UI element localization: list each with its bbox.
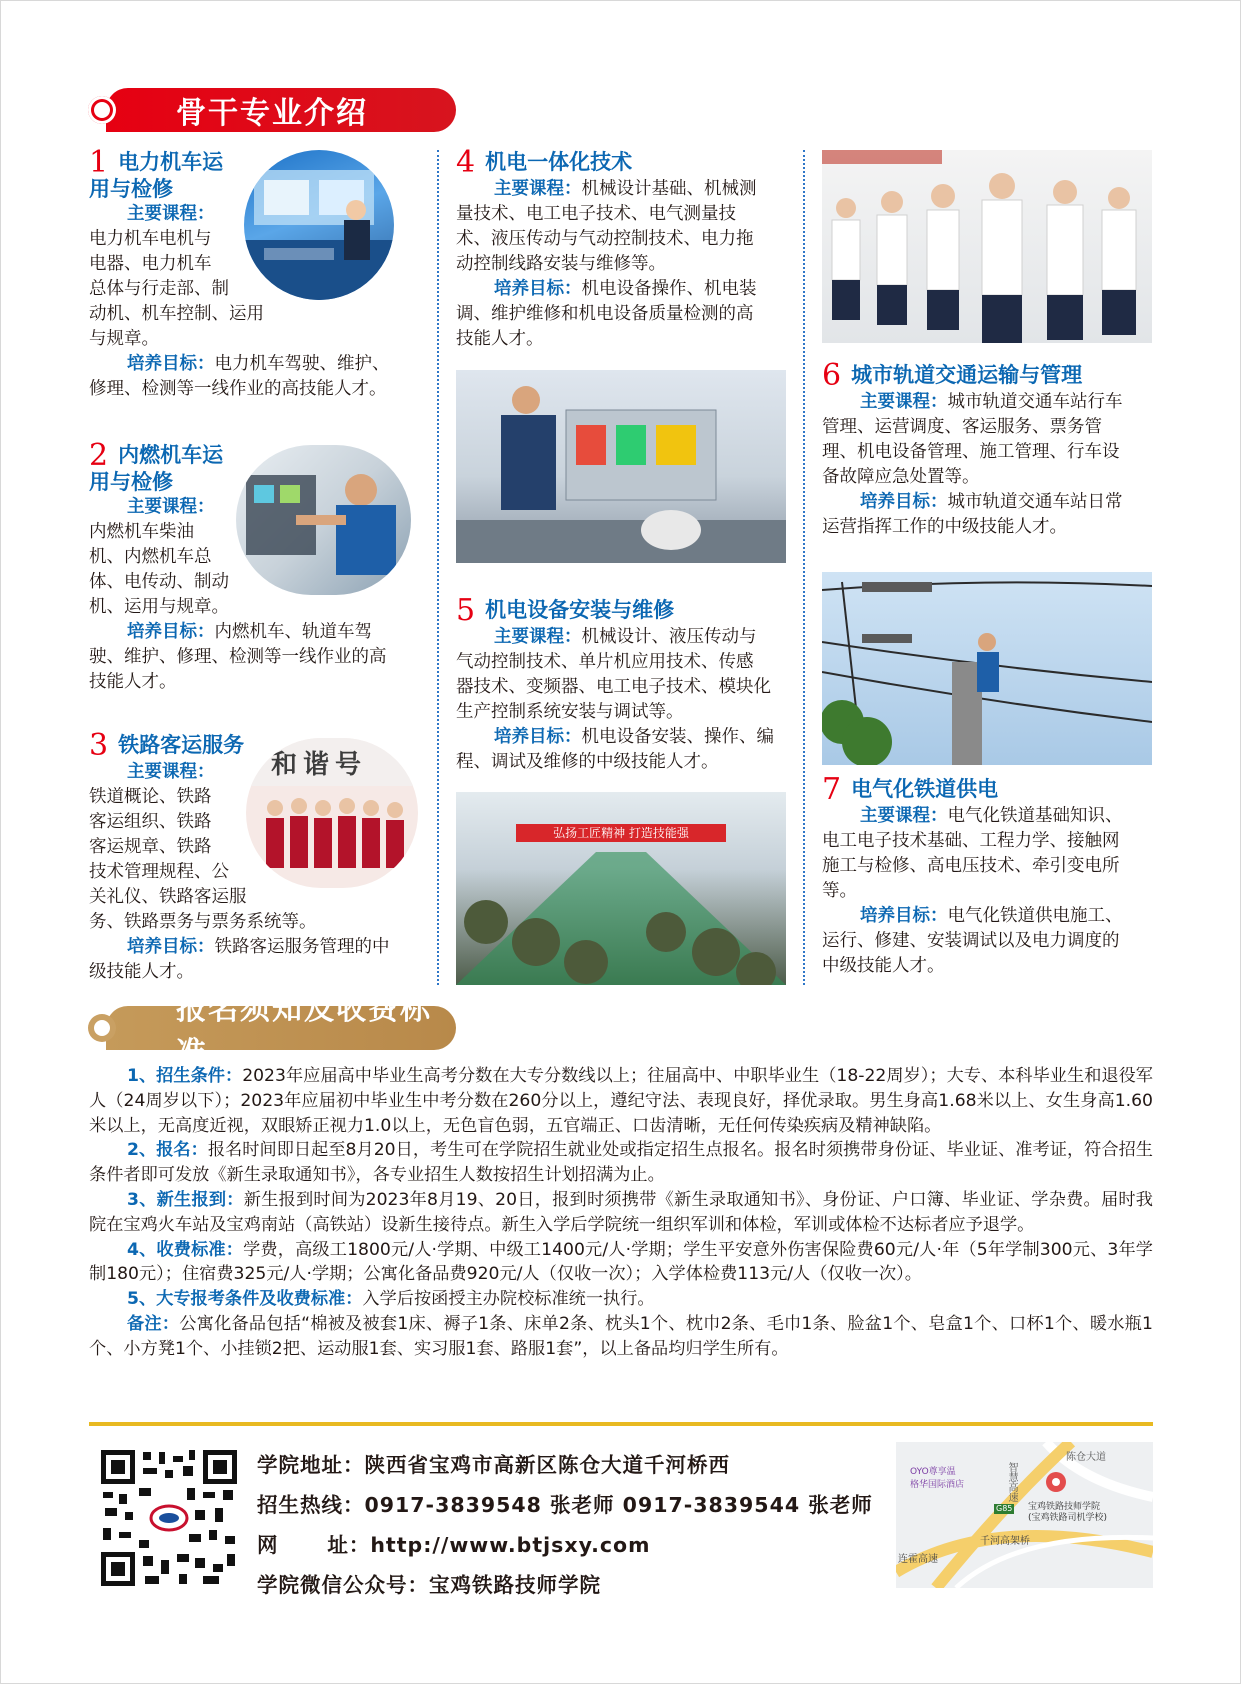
notice-text: 新生报到时间为2023年8月19、20日，报到时须携带《新生录取通知书》、身份证、户口簿、毕业证、学杂费。届时我院在宝鸡火车站及宝鸡南站（高铁站）设新生接待点。新生入学后学院统一组织军训和体检，军训或体检不达标者应予退学。 — [89, 1189, 1153, 1235]
notice-text: 公寓化备品包括“棉被及被套1床、褥子1条、床单2条、枕头1个、枕巾2条、毛巾1条、脸盆1个、皂盒1个、口杯1个、暖水瓶1个、小方凳1个、小挂锁2把、运动服1套、实习服1套、路服1套”，以上备品均归学生所有。 — [89, 1313, 1153, 1359]
photo-mechatronics-lab — [456, 370, 786, 563]
column-divider — [437, 150, 439, 985]
notice-text: 学费，高级工1800元/人·学期、中级工1400元/人·学期；学生平安意外伤害保险费60元/人·年（5年学制300元、3年学制180元）；住宿费325元/人·学期；公寓化备品费920元/人（仅收一次）；入学体检费113元/人（仅收一次）。 — [89, 1239, 1153, 1285]
map-poi-label: OYO尊享温 — [910, 1467, 956, 1477]
photo-urban-rail-class — [822, 150, 1152, 343]
banner-dot-icon — [88, 96, 116, 124]
banner-dot-icon — [88, 1014, 116, 1042]
course-text: 理、机电设备管理、施工管理、行车设 — [822, 442, 1120, 462]
map-highway-code: G85 — [996, 1504, 1013, 1513]
goal-text: 城市轨道交通车站日常 — [947, 492, 1123, 512]
map-road-label: 连霍高速 — [898, 1554, 938, 1565]
photo-locomotive-cab — [244, 150, 394, 300]
goal-text: 级技能人才。 — [89, 962, 194, 982]
qr-code-graphic — [99, 1448, 239, 1588]
photo-train-attendants — [246, 738, 418, 888]
map-poi-label: 格华国际酒店 — [910, 1480, 965, 1490]
notice-label: 备注： — [127, 1313, 180, 1334]
notice-paragraph — [89, 1064, 1153, 1138]
major-title: 铁路客运服务 — [118, 733, 245, 757]
course-text: 气动控制技术、单片机应用技术、传感 — [456, 652, 754, 672]
notice-paragraph — [89, 1138, 1153, 1188]
map-poi-hotel — [910, 1464, 964, 1490]
course-label: 主要课程： — [494, 179, 582, 199]
course-text: 技术管理规程、公 — [89, 862, 229, 882]
website-label: 网 址： — [257, 1533, 371, 1557]
course-text: 量技术、电工电子技术、电气测量技 — [456, 204, 736, 224]
goal-text: 内燃机车、轨道车驾 — [214, 622, 372, 642]
major-number: 7 — [822, 772, 842, 807]
goal-text: 铁路客运服务管理的中 — [214, 937, 390, 957]
photo-overhead-catenary — [822, 572, 1152, 765]
map-road-label: 千河高架桥 — [980, 1536, 1030, 1547]
course-text: 动机、机车控制、运用 — [89, 304, 264, 324]
photo-sign-text: 和谐号 — [271, 750, 368, 780]
contact-hotline: 招生热线：0917-3839548 张老师 0917-3839544 张老师 — [257, 1493, 873, 1517]
course-text: 总体与行走部、制 — [89, 279, 229, 299]
goal-text: 中级技能人才。 — [822, 956, 945, 976]
goal-text: 调、维护维修和机电设备质量检测的高 — [456, 304, 754, 324]
class-illustration — [822, 150, 1152, 343]
course-text: 客运组织、铁路 — [89, 812, 212, 832]
major-number: 6 — [822, 358, 842, 393]
major-title: 内燃机车运 — [118, 443, 224, 467]
major-number: 5 — [456, 593, 476, 628]
goal-label: 培养目标： — [127, 354, 215, 374]
workshop-illustration — [456, 792, 786, 985]
contact-address: 学院地址：陕西省宝鸡市高新区陈仓大道千河桥西 — [257, 1453, 730, 1477]
footer-divider — [89, 1422, 1153, 1426]
notice-text: 2023年应届高中毕业生高考分数在大专分数线以上；往届高中、中职毕业生（18-22周岁）；大专、本科毕业生和退役军人（24周岁以下）；2023年应届初中毕业生中考分数在260分以上，遵纪守法、表现良好，择优录取。男生身高1.68米以上、女生身高1.60米以上，无高度近视，双眼矫正视力1.0以上，无色盲色弱，五官端正、口齿清晰，无任何传染疾病及精神缺陷。 — [89, 1066, 1153, 1136]
course-text: 务、铁路票务与票务系统等。 — [89, 912, 317, 932]
photo-workshop-training — [456, 792, 786, 985]
qr-code-icon[interactable] — [99, 1448, 239, 1588]
notice-text: 入学后按函授主办院校标准统一执行。 — [362, 1289, 655, 1310]
contact-website — [257, 1528, 650, 1558]
photo-diesel-locomotive — [236, 445, 411, 595]
goal-text: 技能人才。 — [89, 672, 177, 692]
goal-text: 机电设备安装、操作、编 — [581, 727, 774, 747]
course-text: 电器、电力机车 — [89, 254, 212, 274]
notice-label: 3、新生报到： — [127, 1189, 244, 1210]
goal-label: 培养目标： — [127, 622, 215, 642]
major-title: 电气化铁道供电 — [851, 777, 999, 801]
goal-text: 机电设备操作、机电装 — [581, 279, 757, 299]
course-label: 主要课程： — [494, 627, 582, 647]
notice-label: 1、招生条件： — [127, 1066, 243, 1086]
notice-paragraph — [89, 1188, 1153, 1238]
goal-text: 程、调试及维修的中级技能人才。 — [456, 752, 719, 772]
major-number: 2 — [89, 438, 109, 473]
notice-label: 2、报名： — [127, 1140, 208, 1161]
section-banner-enrollment — [88, 992, 458, 1071]
course-text: 电气化铁道基础知识、 — [947, 806, 1123, 826]
lab-illustration — [456, 370, 786, 563]
course-text: 城市轨道交通车站行车 — [947, 392, 1123, 412]
course-text: 机械设计、液压传动与 — [581, 627, 757, 647]
notice-label: 4、收费标准： — [127, 1239, 244, 1260]
course-text: 电工电子技术基础、工程力学、接触网 — [822, 831, 1120, 851]
catenary-illustration — [822, 572, 1152, 765]
course-label: 主要课程： — [860, 806, 948, 826]
course-text: 生产控制系统安装与调试等。 — [456, 702, 684, 722]
website-link[interactable]: http://www.btjsxy.com — [370, 1533, 651, 1557]
major-title: 城市轨道交通运输与管理 — [851, 363, 1083, 387]
major-title: 机电一体化技术 — [485, 150, 633, 174]
major-4 — [456, 145, 788, 352]
section-title-enrollment: 报名须知及收费标准 — [106, 1006, 456, 1050]
major-number: 3 — [89, 728, 109, 763]
column-divider — [803, 150, 805, 985]
notice-paragraph — [89, 1312, 1153, 1362]
goal-text: 技能人才。 — [456, 329, 544, 349]
notice-paragraph — [89, 1287, 1153, 1312]
map-road-label: 陈仓大道 — [1066, 1452, 1106, 1463]
course-text: 体、电传动、制动 — [89, 572, 229, 592]
course-text: 术、液压传动与气动控制技术、电力拖 — [456, 229, 754, 249]
map-poi-label: 宝鸡铁路技师学院 — [1028, 1502, 1101, 1512]
location-map[interactable] — [896, 1442, 1153, 1588]
section-title-majors: 骨干专业介绍 — [106, 88, 456, 132]
course-label: 主要课程： — [127, 204, 215, 224]
goal-text: 电力机车驾驶、维护、 — [214, 354, 390, 374]
notice-paragraph — [89, 1238, 1153, 1288]
goal-label: 培养目标： — [494, 279, 582, 299]
goal-label: 培养目标： — [494, 727, 582, 747]
course-text: 内燃机车柴油 — [89, 522, 194, 542]
major-7 — [822, 772, 1154, 979]
course-text: 客运规章、铁路 — [89, 837, 212, 857]
notice-label: 5、大专报考条件及收费标准： — [127, 1289, 363, 1310]
enrollment-notice — [89, 1064, 1153, 1362]
locomotive-cab-illustration — [244, 150, 394, 300]
goal-text: 电气化铁道供电施工、 — [947, 906, 1123, 926]
notice-text: 报名时间即日起至8月20日，考生可在学院招生就业处或指定招生点报名。报名时须携带身份证、毕业证、准考证，符合招生条件者即可发放《新生录取通知书》，各专业招生人数按招生计划招满为止。 — [89, 1140, 1153, 1186]
course-text: 与规章。 — [89, 329, 159, 349]
goal-text: 修理、检测等一线作业的高技能人才。 — [89, 379, 387, 399]
goal-text: 运营指挥工作的中级技能人才。 — [822, 517, 1067, 537]
course-text: 施工与检修、高电压技术、牵引变电所 — [822, 856, 1120, 876]
map-poi-school — [1028, 1502, 1107, 1524]
course-label: 主要课程： — [127, 497, 215, 517]
course-label: 主要课程： — [860, 392, 948, 412]
major-5 — [456, 593, 788, 775]
course-text: 备故障应急处置等。 — [822, 467, 980, 487]
major-number: 1 — [89, 145, 109, 180]
course-text: 动控制线路安装与维修等。 — [456, 254, 666, 274]
diesel-cab-illustration — [236, 445, 411, 595]
course-text: 管理、运营调度、客运服务、票务管 — [822, 417, 1102, 437]
course-text: 电力机车电机与 — [89, 229, 212, 249]
major-title: 用与检修 — [89, 177, 173, 201]
major-title: 机电设备安装与维修 — [485, 598, 675, 622]
section-banner-majors — [88, 88, 458, 132]
goal-text: 运行、修建、安装调试以及电力调度的 — [822, 931, 1120, 951]
major-number: 4 — [456, 145, 476, 180]
map-road-label: 智慧高速 — [1006, 1462, 1017, 1502]
course-text: 机械设计基础、机械测 — [581, 179, 757, 199]
course-text: 等。 — [822, 881, 857, 901]
major-title: 电力机车运 — [118, 150, 224, 174]
goal-text: 驶、维护、修理、检测等一线作业的高 — [89, 647, 387, 667]
goal-label: 培养目标： — [860, 906, 948, 926]
course-text: 器技术、变频器、电工电子技术、模块化 — [456, 677, 771, 697]
course-text: 机、内燃机车总 — [89, 547, 212, 567]
course-text: 关礼仪、铁路客运服 — [89, 887, 247, 907]
contact-wechat: 学院微信公众号：宝鸡铁路技师学院 — [257, 1573, 601, 1597]
goal-label: 培养目标： — [127, 937, 215, 957]
major-6 — [822, 358, 1154, 540]
workshop-banner-text: 弘扬工匠精神 打造技能强 — [516, 824, 726, 842]
course-text: 铁道概论、铁路 — [89, 787, 212, 807]
course-text: 机、运用与规章。 — [89, 597, 229, 617]
map-poi-label: (宝鸡铁路司机学校) — [1028, 1513, 1108, 1523]
goal-label: 培养目标： — [860, 492, 948, 512]
course-label: 主要课程： — [127, 762, 215, 782]
major-title: 用与检修 — [89, 470, 173, 494]
